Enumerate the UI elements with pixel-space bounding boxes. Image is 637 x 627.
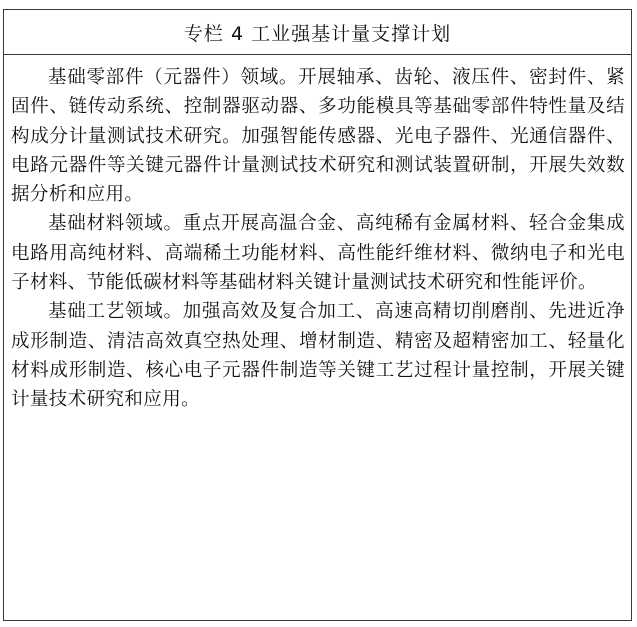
paragraph-components: 基础零部件（元器件）领域。开展轴承、齿轮、液压件、密封件、紧固件、链传动系统、控制器驱动器、多功能模具等基础零部件特性量及结构成分计量测试技术研究。加强智能传感器、光电子器件、光通信器件、电路元器件等关键元器件计量测试技术研究和测试装置研制，开展失效数据分析和应用。 (11, 67, 625, 206)
column-title: 专栏 4 工业强基计量支撑计划 (4, 10, 631, 55)
paragraph-materials: 基础材料领域。重点开展高温合金、高纯稀有金属材料、轻合金集成电路用高纯材料、高端稀土功能材料、高性能纤维材料、微纳电子和光电子材料、节能低碳材料等基础材料关键计量测试技术研究和性能评价。 (11, 213, 625, 294)
column-box (3, 9, 632, 621)
column-body (4, 55, 631, 415)
paragraph-processes: 基础工艺领域。加强高效及复合加工、高速高精切削磨削、先进近净成形制造、清洁高效真空热处理、增材制造、精密及超精密加工、轻量化材料成形制造、核心电子元器件制造等关键工艺过程计量控制，开展关键计量技术研究和应用。 (11, 301, 625, 411)
